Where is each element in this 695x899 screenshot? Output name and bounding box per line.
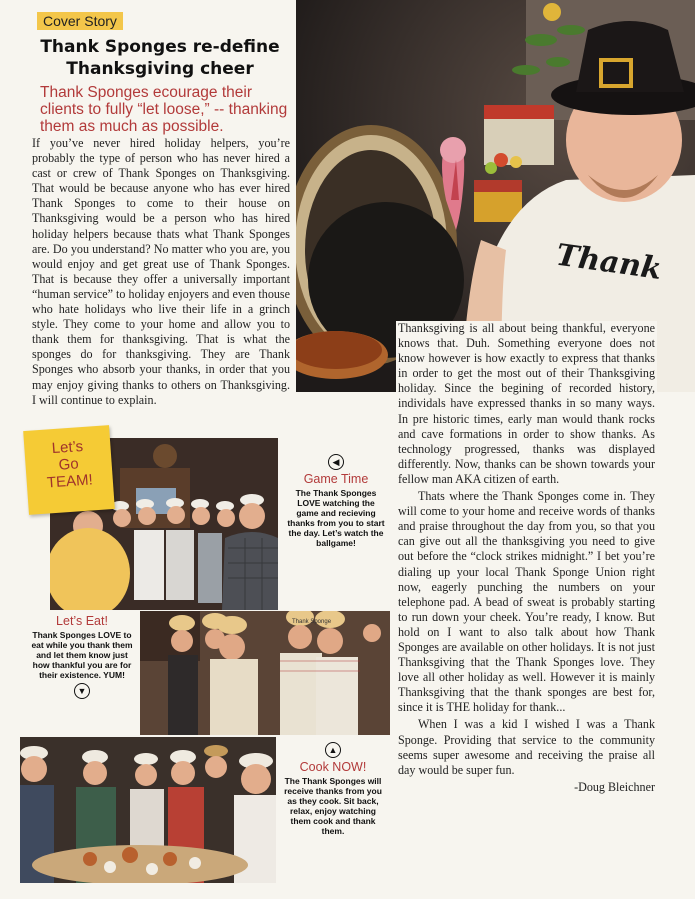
sticky-line: Let’s [51, 437, 84, 458]
hat-label: Thank Sponge [292, 619, 332, 625]
caption-title: Game Time [303, 472, 369, 486]
paragraph: Thanksgiving is all about being thankful, everyone knows that. Duh. Something everyone does not know however is how exactly to express that thanks in order to get the most out of their Thanksgiving holiday. Since the begining of recorded history, individals have expressed thanks in so many ways. In pre historic times, early man would thank rocks and cave formations in order to show thanks. As technology progressed, thanks was displayed differently. Now, thanks can be shown towards your fellow man AKA citizen of earth. [398, 321, 655, 486]
headline-line-1: Thank Sponges re-define [40, 37, 280, 57]
subheadline: Thank Sponges ecourage their clients to fully “let loose,” -- thanking them as much as possible. [40, 84, 288, 135]
photo-lets-eat-art [140, 611, 390, 735]
photo-lets-eat [140, 611, 390, 735]
article-body-column-2 [396, 321, 657, 811]
headline-line-2: Thanksgiving cheer [66, 59, 254, 79]
photo-cook-now [20, 737, 276, 883]
section-tag: Cover Story [37, 12, 123, 30]
article-body-column-1 [32, 136, 290, 408]
caption-body: The Thank Sponges LOVE watching the game and recieving thanks from you to start the day. Let’s watch the ballgame! [287, 488, 385, 548]
shirt-text: Thank [553, 237, 664, 288]
author-signature: -Doug Bleichner [574, 779, 655, 794]
caption-lets-eat [28, 612, 136, 699]
caption-game-time [286, 452, 386, 548]
paragraph: If you’ve never hired holiday helpers, you’re probably the type of person who has never hired a cast or crew of Thank Sponges on Thanksgiving. That would be because anyone who has ever hired Thank Sponges to come to their house on Thanksgiving would be a person who has hired holiday helpers because thats what Thank Sponges are. Do you understand? No matter who you are, you would enjoy and get great use of Thank Sponges. That is because they offer a universally important “human service” to holiday enjoyers and even thouse who hate holidays who live their life in a grinch style. They come to your home and allow you to thank them for thanksgiving. That is what the sponges do for thanksgiving. They are Thank Sponges who absorb your thanks, in order that you may enjoy giving thanks to others on Thanksgiving. I will continue to explain. [32, 136, 290, 407]
arrow-left-icon: ◀ [328, 454, 344, 470]
caption-body: The Thank Sponges will receive thanks from you as they cook. Sit back, relax, enjoy watching them cook and thank them. [284, 776, 382, 836]
arrow-down-icon: ▼ [74, 683, 90, 699]
sticky-line: Go [58, 455, 80, 474]
sticky-line: TEAM! [46, 471, 94, 492]
headline [30, 36, 290, 80]
caption-body: Thank Sponges LOVE to eat while you thank them and let them know just how thankful you are for their existence. YUM! [31, 630, 133, 680]
sticky-note [23, 425, 115, 515]
arrow-up-icon: ▲ [325, 742, 341, 758]
paragraph: When I was a kid I wished I was a Thank Sponge. Providing that service to the community seems super awesome and receiving the praise all day would be super fun. [398, 717, 655, 777]
caption-title: Cook NOW! [299, 760, 367, 774]
photo-cook-now-art [20, 737, 276, 883]
caption-cook-now [282, 740, 384, 836]
paragraph: Thats where the Thank Sponges come in. They will come to your home and receive words of thanks and praise throughout the day from you, so that you can give out all the thanksgiving you need to give out before the “clock strikes midnight.” I bet you’re dialing up your local Thank Sponge Union right now, eagerly punching the numbers on your telephone pad. A bead of sweat is probably starting to run down your cheek. You’re ready, I know. But hold on I want to also talk about how Thank Sponges are available on other holidays. It is not just Thanksgiving that the Thank Sponges love. They love all other holiday as well. However it is mainly Thanksgiving that the thank sponges are best for, since it is THE holiday for thank... [398, 489, 655, 715]
caption-title: Let’s Eat! [56, 614, 108, 628]
